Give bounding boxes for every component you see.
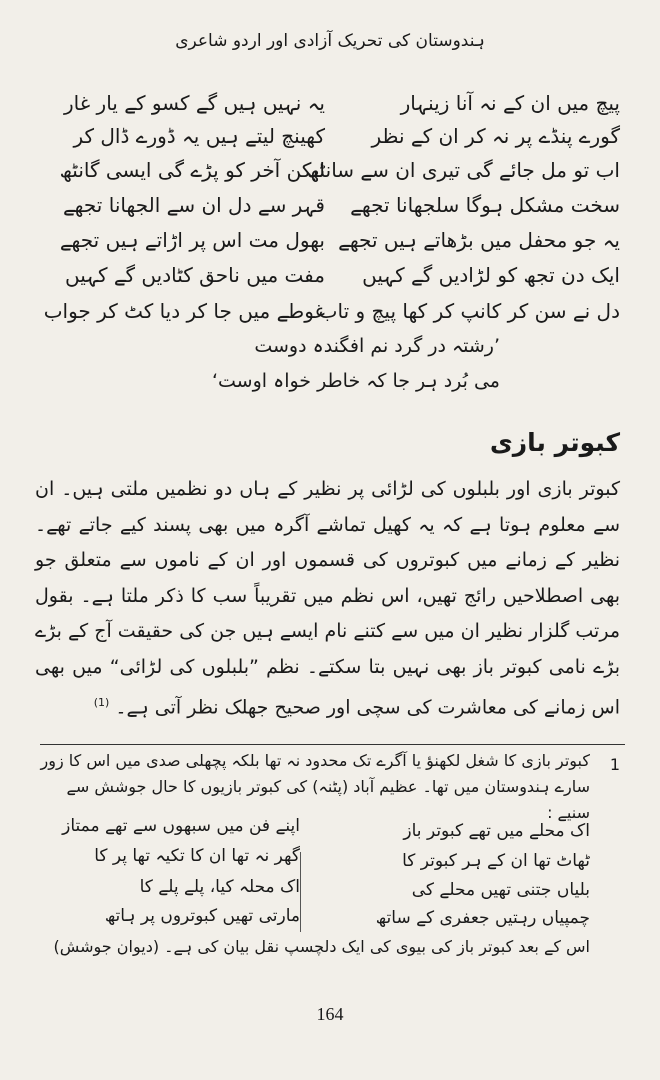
paragraph-text: کبوتر بازی اور بلبلوں کی لڑائی پر نظیر کے ہاں دو نظمیں ملتی ہیں۔ ان سے معلوم ہوتا ہے کہ یہ کھیل تماشے آگرہ میں بھی پسند کیے جاتے تھے۔ نظیر کے زمانے میں کبوتروں کی قسموں اور ان کے ناموں سے متعلق جو بھی اصطلاحیں رائج تھیں، اس نظم میں تقریباً سب کا ذکر ملتا ہے۔ بقول مرتب گلزار نظیر ان میں سے کتنے نام ایسے ہیں جن کی حقیقت آج کے بڑے بڑے نامی کبوتر باز بھی نہیں بتا سکتے۔ نظم ”بلبلوں کی لڑائی“ میں بھی اس زمانے کی معاشرت کی سچی اور صحیح جھلک نظر آتی ہے۔	[35, 478, 620, 719]
footnote-rule	[40, 744, 625, 745]
body-paragraph	[35, 472, 620, 726]
footnote-verse-left: مارتی تھیں کبوتروں پر ہاتھ	[104, 906, 300, 926]
verse-line-right: اب تو مل جائے گی تیری ان سے سانٹھ	[306, 158, 620, 182]
footnote-verse-right: اک محلے میں تھے کبوتر باز	[403, 821, 590, 841]
verse-line-left: قہر سے دل ان سے الجھانا تجھے	[62, 193, 325, 217]
verse-line-right: ایک دن تجھ کو لڑادیں گے کہیں	[362, 263, 620, 287]
verse-line-right: گورے پنڈے پر نہ کر ان کے نظر	[371, 124, 620, 148]
footnote-verse-right: بلیاں جتنی تھیں محلے کی	[411, 880, 590, 900]
footnote-verse-right: چمپیاں رہتیں جعفری کے ساتھ	[375, 908, 590, 928]
running-header: ہندوستان کی تحریک آزادی اور اردو شاعری	[175, 31, 485, 51]
footnote-verse-left: اک محلہ کیا، پلے پلے کا	[139, 877, 300, 897]
persian-quote-line: می بُرد ہر جا کہ خاطر خواہ اوست‘	[211, 370, 500, 392]
footnote-closing: اس کے بعد کبوتر باز کی بیوی کی ایک دلچسپ نقل بیان کی ہے۔ (دیوان جوشش)	[53, 937, 590, 956]
verse-line-left: کھینچ لیتے ہیں یہ ڈورے ڈال کر	[73, 124, 325, 148]
verse-line-right: یہ جو محفل میں بڑھاتے ہیں تجھے	[338, 228, 620, 252]
page-number: 164	[316, 1004, 344, 1024]
footnote-text: کبوتر بازی کا شغل لکھنؤ یا آگرے تک محدود نہ تھا بلکہ پچھلی صدی میں اس کا زور سارے ہندوستان میں تھا۔ عظیم آباد (پٹنہ) کی کبوتر بازیوں کا حال جوشش سے سنیے :	[40, 751, 590, 822]
verse-line-left: غوطے میں جا کر دیا کٹ کر جواب	[43, 299, 325, 323]
footnote-verse-left: اپنے فن میں سبھوں سے تھے ممتاز	[62, 816, 300, 836]
verse-line-right: سخت مشکل ہوگا سلجھانا تجھے	[350, 193, 620, 217]
footnote-verse-left: گھر نہ تھا ان کا تکیہ تھا پر کا	[94, 846, 300, 866]
verse-line-left: بھول مت اس پر اڑاتے ہیں تجھے	[59, 228, 325, 252]
footnote-reference: (1)	[93, 696, 110, 709]
verse-line-right: دل نے سن کر کانپ کر کھا پیچ و تاب	[318, 299, 620, 323]
verse-line-left: یہ نہیں ہیں گے کسو کے یار غار	[63, 91, 325, 115]
section-title: کبوتر بازی	[489, 428, 620, 457]
persian-quote-line: ’رشتہ در گرد نم افگندہ دوست	[254, 335, 500, 357]
verse-line-left: مفت میں ناحق کٹادیں گے کہیں	[64, 263, 325, 287]
verse-column-divider	[300, 852, 301, 932]
footnote-marker: 1	[609, 755, 620, 774]
verse-line-left: لیکن آخر کو پڑے گی ایسی گانٹھ	[59, 158, 325, 182]
footnote-verse-right: ٹھاٹ تھا ان کے ہر کبوتر کا	[402, 851, 590, 871]
verse-line-right: پیچ میں ان کے نہ آنا زینہار	[400, 91, 620, 115]
